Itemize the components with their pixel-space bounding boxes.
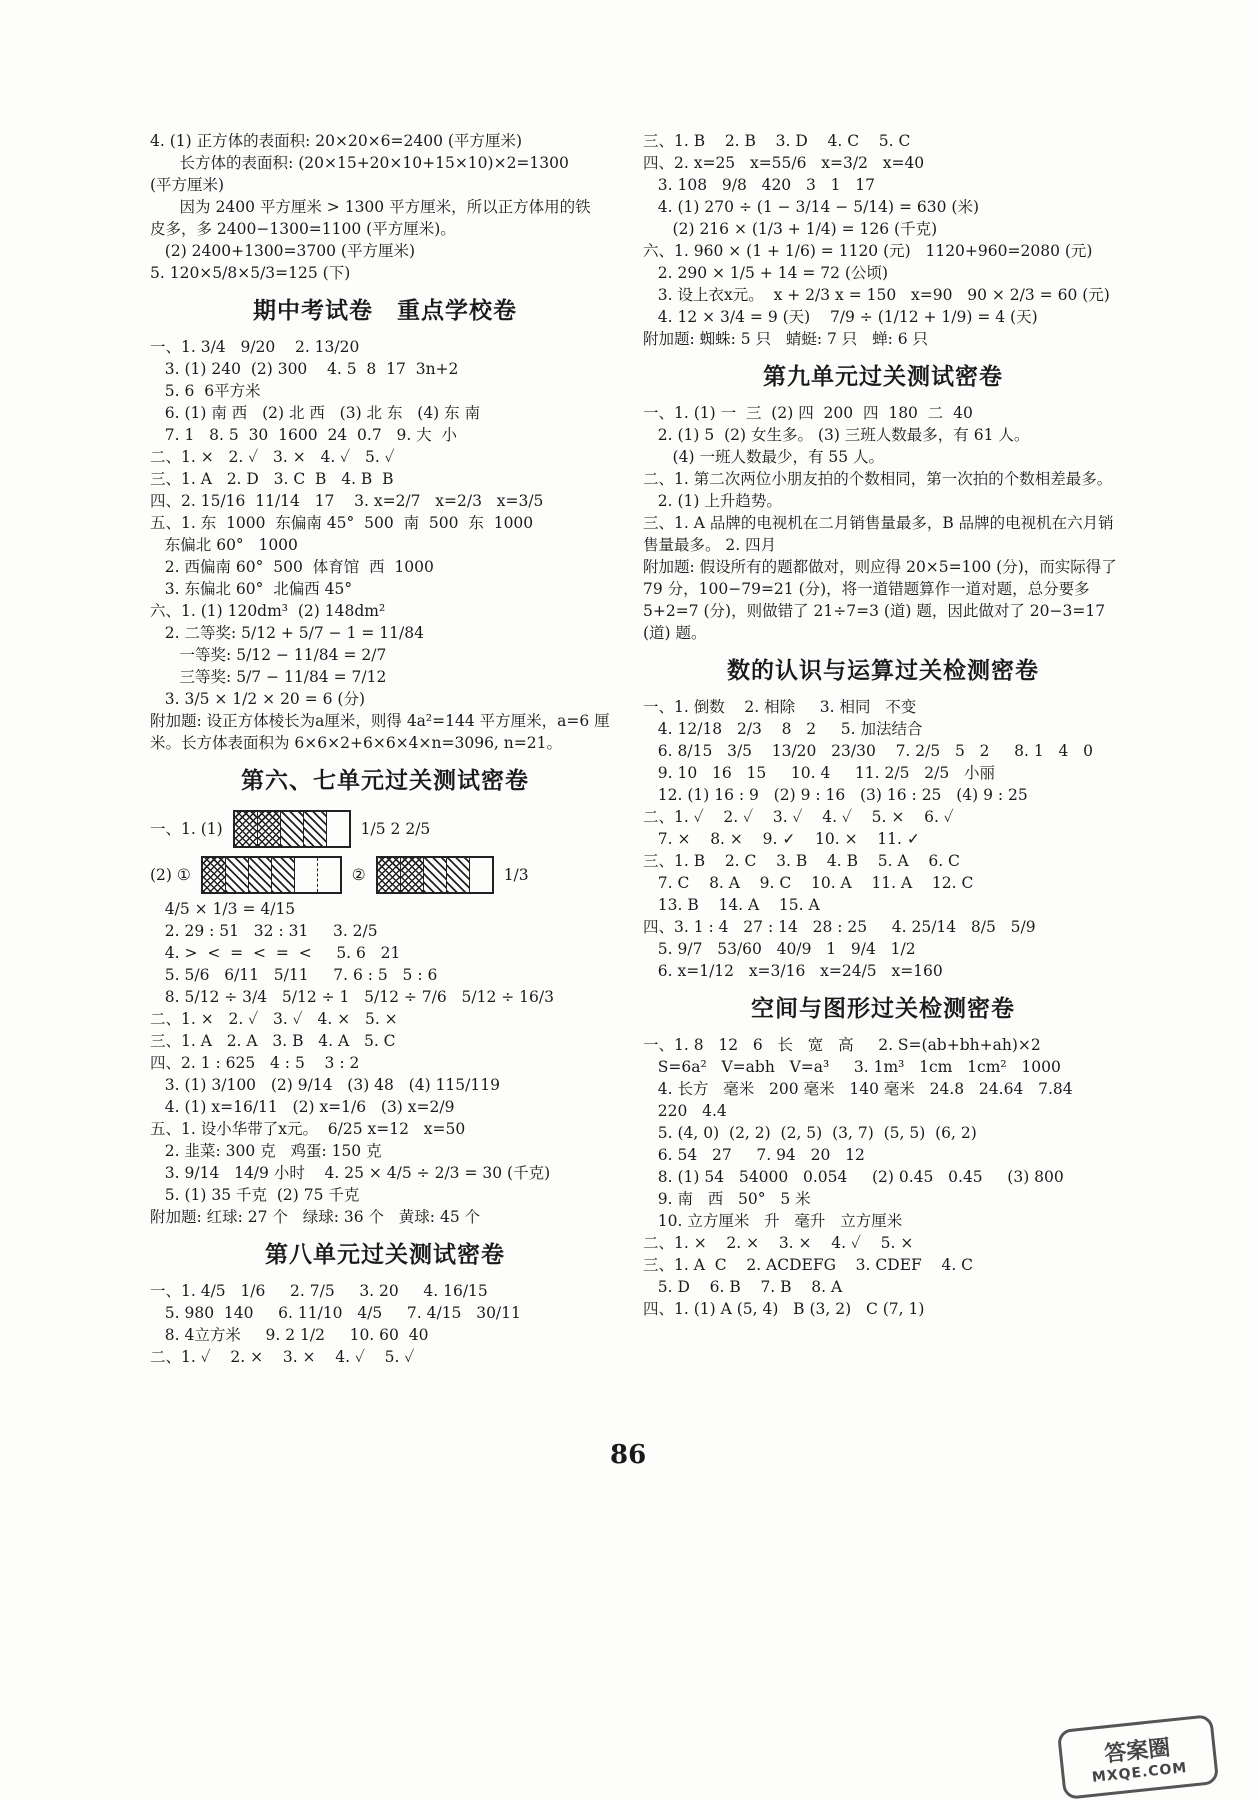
answer-line: (2) 216 × (1/3 + 1/4) = 126 (千克) [643, 220, 938, 238]
answer-line: 附加题: 假设所有的题都做对，则应得 20×5=100 (分)，而实际得了 79 分，100−79=21 (分)，将一道错题算作一道对题，总分要多 5+2=7 (分)，则做错了 21÷7=3 (道) 题，因此做对了 20−3=17 (道) 题。 [643, 558, 1117, 642]
answer-line: S=6a² V=abh V=a³ 3. 1m³ 1cm 1cm² 1000 [643, 1058, 1061, 1076]
answer-line: 13. B 14. A 15. A [643, 896, 820, 914]
shaded-bar-diagram [376, 856, 494, 894]
answer-line: 6. x=1/12 x=3/16 x=24/5 x=160 [643, 962, 943, 980]
answer-line: 三、1. B 2. C 3. B 4. B 5. A 6. C [643, 852, 960, 870]
answer-line: 一、1. 倒数 2. 相除 3. 相同 不变 [643, 698, 917, 716]
answer-line: 4. (1) 正方体的表面积: 20×20×6=2400 (平方厘米) [150, 132, 522, 150]
section-title-unit-9: 第九单元过关测试密卷 [763, 364, 1003, 390]
page-number: 86 [610, 1440, 647, 1470]
answer-line: 3. (1) 3/100 (2) 9/14 (3) 48 (4) 115/119 [150, 1076, 500, 1094]
right-column [643, 130, 1123, 1320]
answer-line: 一等奖: 5/12 − 11/84 = 2/7 [150, 646, 387, 664]
answer-line: 4. 长方 毫米 200 毫米 140 毫米 24.8 24.64 7.84 [643, 1080, 1073, 1098]
answer-text: 1/5 2 2/5 [360, 820, 431, 838]
answer-line: 3. (1) 240 (2) 300 4. 5 8 17 3n+2 [150, 360, 459, 378]
answer-line: 附加题: 设正方体棱长为a厘米，则得 4a²=144 平方厘米，a=6 厘米。长方体表面积为 6×6×2+6×6×4×n=3096, n=21。 [150, 712, 610, 752]
answer-line: 4/5 × 1/3 = 4/15 [150, 900, 296, 918]
section-numbers-answers [643, 696, 1123, 982]
answer-line: 7. 1 8. 5 30 1600 24 0.7 9. 大 小 [150, 426, 458, 444]
answer-line: 10. 立方厘米 升 毫升 立方厘米 [643, 1212, 903, 1230]
section-title-unit-6-7: 第六、七单元过关测试密卷 [241, 768, 529, 794]
answer-line: 一、1. 3/4 9/20 2. 13/20 [150, 338, 360, 356]
answer-line: (平方厘米) [150, 176, 225, 194]
answer-line: 3. 设上衣x元。 x + 2/3 x = 150 x=90 90 × 2/3 = 60 (元) [643, 286, 1110, 304]
answer-line: 4. 12/18 2/3 8 2 5. 加法结合 [643, 720, 923, 738]
answer-line: 4. (1) x=16/11 (2) x=1/6 (3) x=2/9 [150, 1098, 455, 1116]
answer-line: 三、1. B 2. B 3. D 4. C 5. C [643, 132, 911, 150]
answer-line: 5. (1) 35 千克 (2) 75 千克 [150, 1186, 360, 1204]
left-top-block [150, 130, 620, 284]
section-unit-8-answers [150, 1280, 620, 1368]
fraction-diagram-row-1 [150, 806, 620, 852]
answer-line: 2. 韭菜: 300 克 鸡蛋: 150 克 [150, 1142, 382, 1160]
section-title-unit-8: 第八单元过关测试密卷 [265, 1242, 505, 1268]
answer-line: 9. 10 16 15 10. 4 11. 2/5 2/5 小丽 [643, 764, 995, 782]
watermark-line-2: MXQE.COM [1091, 1759, 1189, 1786]
answer-line: 6. 8/15 3/5 13/20 23/30 7. 2/5 5 2 8. 1 4 0 [643, 742, 1094, 760]
answer-line: 8. 4立方米 9. 2 1/2 10. 60 40 [150, 1326, 429, 1344]
answer-line: 长方体的表面积: (20×15+20×10+15×10)×2=1300 [150, 154, 569, 172]
answer-line: 附加题: 蜘蛛: 5 只 蜻蜓: 7 只 蝉: 6 只 [643, 330, 929, 348]
fraction-diagram-row-2 [150, 852, 620, 898]
answer-line: 3. 108 9/8 420 3 1 17 [643, 176, 875, 194]
answer-line: 8. (1) 54 54000 0.054 (2) 0.45 0.45 (3) 800 [643, 1168, 1064, 1186]
answer-label: 一、1. (1) [150, 820, 223, 838]
answer-line: 2. (1) 上升趋势。 [643, 492, 782, 510]
answer-line: 三等奖: 5/7 − 11/84 = 7/12 [150, 668, 387, 686]
answer-line: 四、2. 1 : 625 4 : 5 3 : 2 [150, 1054, 360, 1072]
answer-line: 一、1. 4/5 1/6 2. 7/5 3. 20 4. 16/15 [150, 1282, 488, 1300]
answer-line: 8. 5/12 ÷ 3/4 5/12 ÷ 1 5/12 ÷ 7/6 5/12 ÷ 16/3 [150, 988, 554, 1006]
answer-line: 四、2. 15/16 11/14 17 3. x=2/7 x=2/3 x=3/5 [150, 492, 544, 510]
answer-line: 12. (1) 16 : 9 (2) 9 : 16 (3) 16 : 25 (4) 9 : 25 [643, 786, 1028, 804]
answer-text: 1/3 [503, 866, 529, 884]
answer-line: 7. C 8. A 9. C 10. A 11. A 12. C [643, 874, 974, 892]
answer-line: 三、1. A 2. D 3. C B 4. B B [150, 470, 394, 488]
answer-line: 4. 12 × 3/4 = 9 (天) 7/9 ÷ (1/12 + 1/9) = 4 (天) [643, 308, 1038, 326]
answer-line: (2) 2400+1300=3700 (平方厘米) [150, 242, 415, 260]
answer-line: 四、1. (1) A (5, 4) B (3, 2) C (7, 1) [643, 1300, 925, 1318]
site-watermark-logo [1057, 1714, 1219, 1800]
answer-line: 220 4.4 [643, 1102, 727, 1120]
left-column [150, 130, 620, 1368]
answer-line: 二、1. ✓ 2. ✓ 3. ✓ 4. ✓ 5. × 6. ✓ [643, 808, 954, 826]
answer-line: 4. (1) 270 ÷ (1 − 3/14 − 5/14) = 630 (米) [643, 198, 980, 216]
answer-line: 6. (1) 南 西 (2) 北 西 (3) 北 东 (4) 东 南 [150, 404, 481, 422]
answer-line: 四、3. 1 : 4 27 : 14 28 : 25 4. 25/14 8/5 5/9 [643, 918, 1036, 936]
section-unit-6-7-answers [150, 806, 620, 1228]
answer-line: 三、1. A 品牌的电视机在二月销售量最多，B 品牌的电视机在六月销售量最多。 2. 四月 [643, 514, 1114, 554]
answer-line: 2. 290 × 1/5 + 14 = 72 (公顷) [643, 264, 889, 282]
answer-line: 2. (1) 5 (2) 女生多。 (3) 三班人数最多，有 61 人。 [643, 426, 1030, 444]
answer-line: (4) 一班人数最少，有 55 人。 [643, 448, 885, 466]
answer-line: 一、1. 8 12 6 长 宽 高 2. S=(ab+bh+ah)×2 [643, 1036, 1041, 1054]
answer-line: 5. 980 140 6. 11/10 4/5 7. 4/15 30/11 [150, 1304, 521, 1322]
answer-line: 3. 东偏北 60° 北偏西 45° [150, 580, 353, 598]
answer-line: 三、1. A C 2. ACDEFG 3. CDEF 4. C [643, 1256, 974, 1274]
answer-line: 二、1. × 2. × 3. × 4. ✓ 5. × [643, 1234, 914, 1252]
shaded-bar-diagram [201, 856, 342, 894]
answer-line: 三、1. A 2. A 3. B 4. A 5. C [150, 1032, 396, 1050]
answer-line: 六、1. (1) 120dm³ (2) 148dm² [150, 602, 386, 620]
answer-line: 二、1. ✓ 2. × 3. × 4. ✓ 5. ✓ [150, 1348, 415, 1366]
answer-line: 3. 3/5 × 1/2 × 20 = 6 (分) [150, 690, 366, 708]
answer-label: (2) ① [150, 866, 191, 884]
answer-line: 5. 9/7 53/60 40/9 1 9/4 1/2 [643, 940, 916, 958]
answer-line: 3. 9/14 14/9 小时 4. 25 × 4/5 ÷ 2/3 = 30 (千克) [150, 1164, 551, 1182]
answer-line: 5. D 6. B 7. B 8. A [643, 1278, 843, 1296]
answer-line: 2. 西偏南 60° 500 体育馆 西 1000 [150, 558, 434, 576]
watermark-line-1: 答案圈 [1103, 1735, 1172, 1767]
answer-line: 皮多，多 2400−1300=1100 (平方厘米)。 [150, 220, 456, 238]
section-midterm-answers [150, 336, 620, 754]
answer-line: 2. 29 : 51 32 : 31 3. 2/5 [150, 922, 378, 940]
answer-line: 5. 5/6 6/11 5/11 7. 6 : 5 5 : 6 [150, 966, 438, 984]
answer-line: 9. 南 西 50° 5 米 [643, 1190, 811, 1208]
answer-line: 5. (4, 0) (2, 2) (2, 5) (3, 7) (5, 5) (6, 2) [643, 1124, 977, 1142]
answer-line: 5. 6 6平方米 [150, 382, 261, 400]
answer-line: 四、2. x=25 x=55/6 x=3/2 x=40 [643, 154, 925, 172]
section-title-geometry: 空间与图形过关检测密卷 [751, 996, 1015, 1022]
answer-label: ② [351, 866, 366, 884]
answer-line: 6. 54 27 7. 94 20 12 [643, 1146, 865, 1164]
answer-line: 一、1. (1) 一 三 (2) 四 200 四 180 二 40 [643, 404, 973, 422]
right-top-block [643, 130, 1123, 350]
section-geometry-answers [643, 1034, 1123, 1320]
answer-line: 5. 120×5/8×5/3=125 (下) [150, 264, 351, 282]
answer-line: 因为 2400 平方厘米 > 1300 平方厘米，所以正方体用的铁 [150, 198, 591, 216]
answer-line: 7. × 8. × 9. ✓ 10. × 11. ✓ [643, 830, 920, 848]
answer-line: 4. > < = < = < 5. 6 21 [150, 944, 401, 962]
answer-line: 东偏北 60° 1000 [150, 536, 298, 554]
answer-line: 五、1. 东 1000 东偏南 45° 500 南 500 东 1000 [150, 514, 534, 532]
section-title-midterm: 期中考试卷 重点学校卷 [253, 298, 517, 324]
answer-line: 二、1. × 2. ✓ 3. ✓ 4. × 5. × [150, 1010, 398, 1028]
shaded-bar-diagram [233, 810, 351, 848]
answer-line: 附加题: 红球: 27 个 绿球: 36 个 黄球: 45 个 [150, 1208, 481, 1226]
section-unit-9-answers [643, 402, 1123, 644]
answer-line: 2. 二等奖: 5/12 + 5/7 − 1 = 11/84 [150, 624, 424, 642]
answer-line: 二、1. 第二次两位小朋友拍的个数相同，第一次拍的个数相差最多。 [643, 470, 1113, 488]
answer-line: 二、1. × 2. ✓ 3. × 4. ✓ 5. ✓ [150, 448, 395, 466]
section-title-numbers: 数的认识与运算过关检测密卷 [727, 658, 1039, 684]
answer-line: 五、1. 设小华带了x元。 6/25 x=12 x=50 [150, 1120, 466, 1138]
answer-line: 六、1. 960 × (1 + 1/6) = 1120 (元) 1120+960=2080 (元) [643, 242, 1093, 260]
